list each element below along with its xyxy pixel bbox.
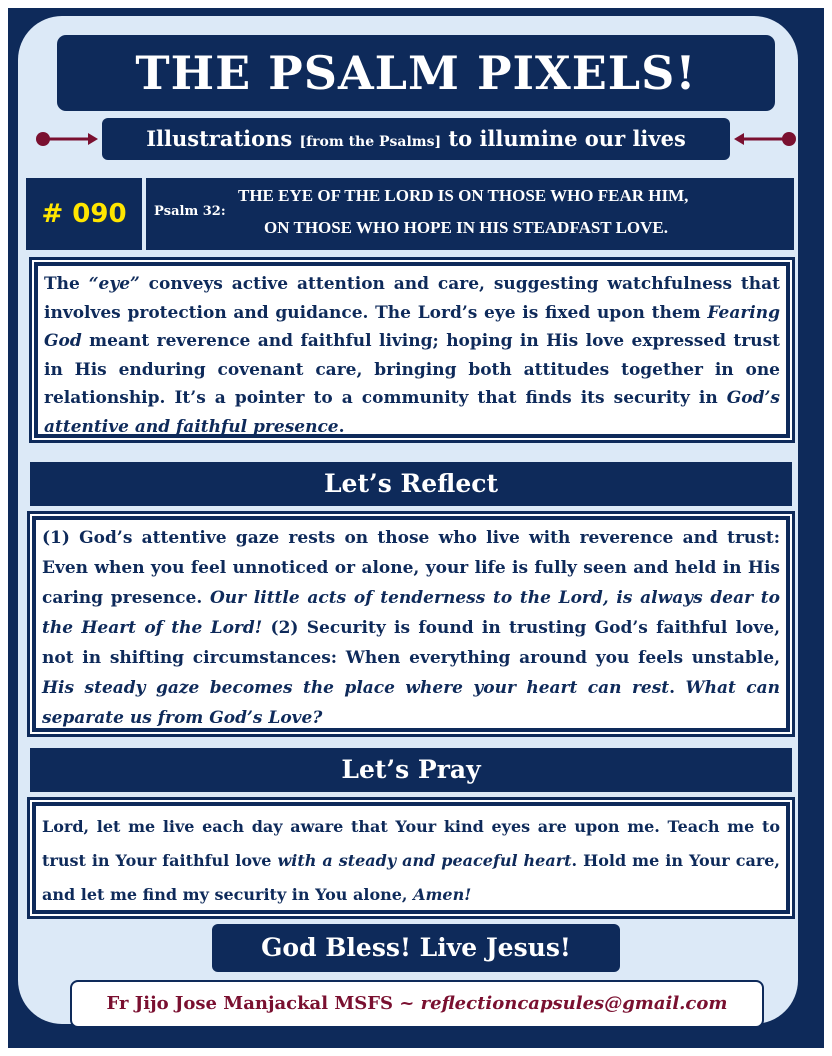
reflect-text-3: (2) Security is found in trusting God’s faithful love, not in shifting circumstances: When everything around you feels unstable, xyxy=(42,618,780,668)
intro-text-1: The xyxy=(44,274,89,294)
intro-text-6: God’s attentive and faithful presence xyxy=(44,388,780,437)
intro-paragraph xyxy=(34,262,790,438)
subtitle-part1: Illustrations xyxy=(146,126,300,151)
verse-reference: Psalm 32: xyxy=(154,204,226,219)
intro-text-3: conveys active attention and care, suggesting watchfulness that involves protection and guidance. The Lord’s eye is fixed upon them xyxy=(44,274,781,323)
reflect-text-2: Our little acts of tenderness to the Lord, is always dear to the Heart of the Lord! xyxy=(42,588,781,638)
arrow-left-icon xyxy=(732,129,798,149)
blessing-banner: God Bless! Live Jesus! xyxy=(212,924,620,972)
subtitle xyxy=(102,118,730,160)
footer-email[interactable]: reflectioncapsules@gmail.com xyxy=(420,993,728,1014)
pray-text-4: Amen! xyxy=(413,885,472,904)
pray-text-1: Lord, let me live each day aware that Your kind eyes are upon me. Teach me to trust in Your faithful love xyxy=(42,817,780,870)
reflect-text-4: His steady gaze becomes the place where your heart can rest xyxy=(42,678,670,698)
entry-number-badge xyxy=(26,178,142,250)
title-text: THE PSALM PIXELS! xyxy=(135,46,697,100)
footer-credit xyxy=(70,980,764,1028)
pray-paragraph xyxy=(32,802,790,914)
intro-text-7: . xyxy=(338,416,345,437)
page-title xyxy=(58,36,774,110)
pray-heading: Let’s Pray xyxy=(30,748,792,792)
subtitle-part3: to illumine our lives xyxy=(441,126,686,151)
pray-text-3: . Hold me in Your care, and let me find my security in You alone, xyxy=(42,851,781,904)
pray-text-2: with a steady and peaceful heart xyxy=(277,851,572,870)
verse-box xyxy=(146,178,794,250)
reflect-paragraph xyxy=(32,516,790,732)
footer-author: Fr Jijo Jose Manjackal MSFS ~ xyxy=(106,993,421,1014)
entry-number: # 090 xyxy=(41,199,127,229)
verse-line-2: ON THOSE WHO HOPE IN HIS STEADFAST LOVE. xyxy=(264,218,669,237)
intro-text-2: “eye” xyxy=(88,274,140,294)
intro-text-5: meant reverence and faithful living; hoping in His love expressed trust in His enduring covenant care, bringing both attitudes together in one relationship. It’s a pointer to a community that finds its security in xyxy=(44,331,780,408)
reflect-text-5: . xyxy=(669,678,686,698)
reflect-text-1: (1) God’s attentive gaze rests on those who live with reverence and trust: Even when you feel unnoticed or alone, your life is fully seen and held in His caring presence. xyxy=(42,528,780,608)
subtitle-part2: [from the Psalms] xyxy=(299,134,442,150)
verse-line-1: THE EYE OF THE LORD IS ON THOSE WHO FEAR HIM, xyxy=(238,186,689,205)
intro-text-4: Fearing God xyxy=(44,302,780,351)
reflect-heading: Let’s Reflect xyxy=(30,462,792,506)
arrow-right-icon xyxy=(34,129,100,149)
reflect-text-6: What can separate us from God’s Love? xyxy=(42,678,780,728)
